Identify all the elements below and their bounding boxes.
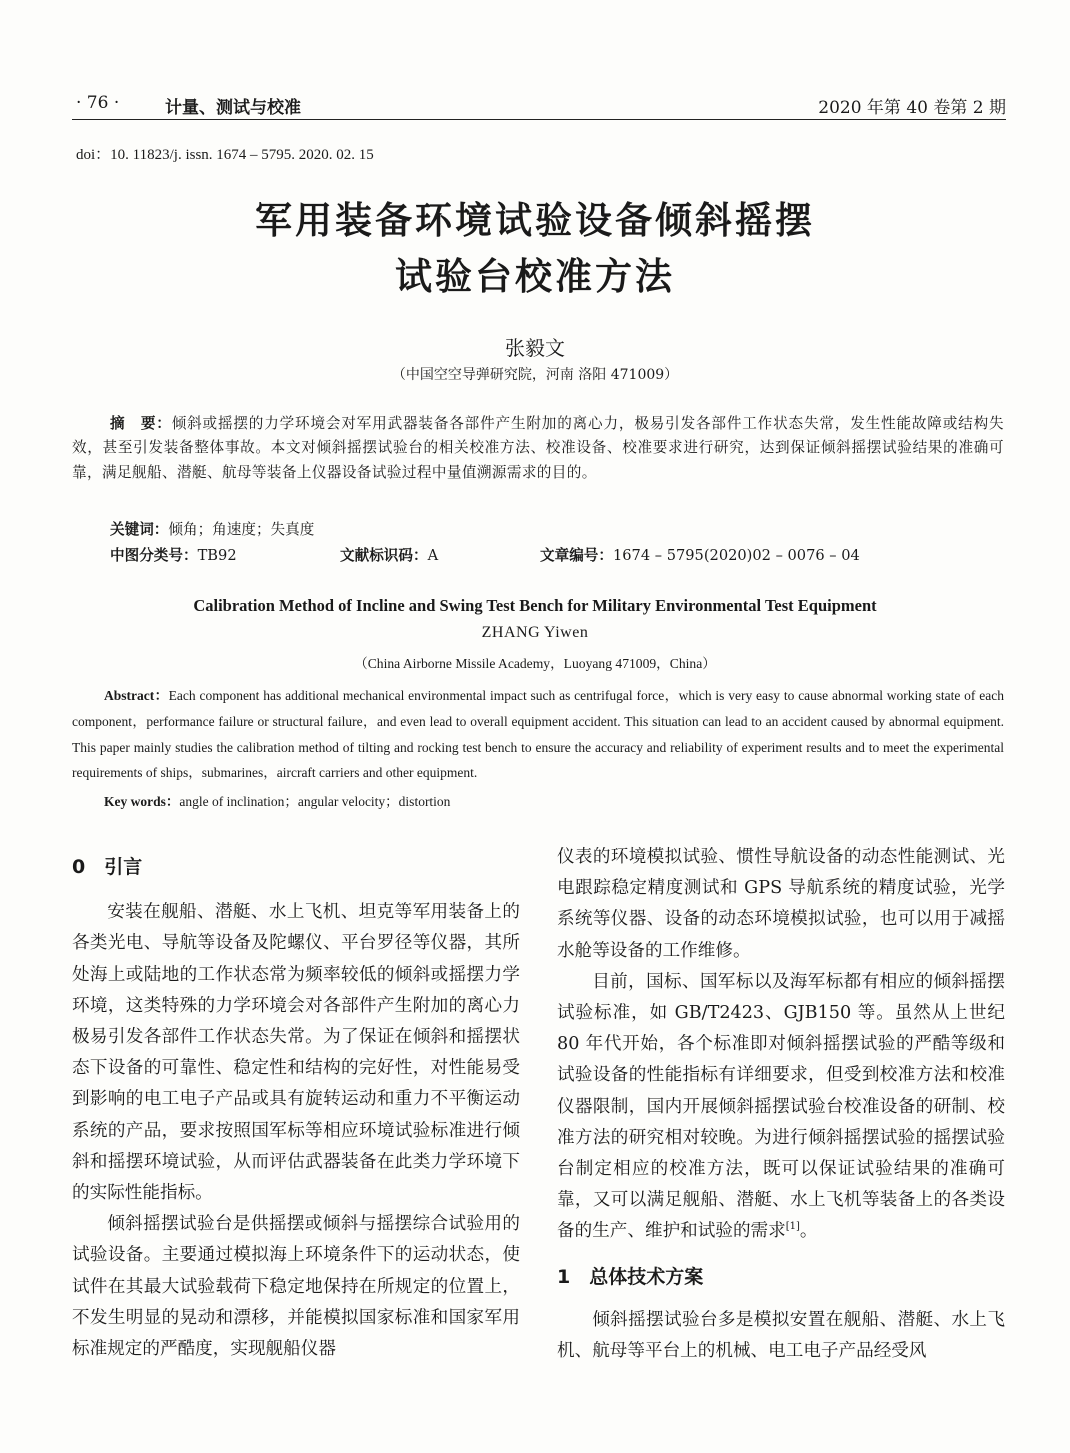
english-title: Calibration Method of Incline and Swing Test Bench for Military Environmental Test Equipment: [193, 596, 877, 615]
keywords-zh: [110, 518, 314, 539]
english-author: ZHANG Yiwen: [481, 624, 589, 641]
paragraph: 目前，国标、国军标以及海军标都有相应的倾斜摇摆试验标准，如 GB/T2423、GJB150 等。虽然从上世纪 80 年代开始，各个标准即对倾斜摇摆试验的严酷等级和试验设备的性能指标有详细要求，但受到校准方法和校准仪器限制，国内开展倾斜摇摆试验台校准设备的研制、校准方法的研究相对较晚。为进行倾斜摇摆试验的摇摆试验台制定相应的校准方法，既可以保证试验结果的准确可靠，又可以满足舰船、潜艇、水上飞机等装备上的各类设备的生产、维护和试验的需求[1]。: [557, 971, 1005, 1242]
author: 张毅文: [505, 336, 565, 360]
page-number: · 76 ·: [76, 93, 120, 113]
affiliation: （中国空空导弹研究院，河南 洛阳 471009）: [391, 367, 679, 383]
english-abstract: [72, 683, 1004, 786]
citation-ref: [1]: [785, 1221, 800, 1233]
title-line-1: 军用装备环境试验设备倾斜摇摆: [255, 199, 815, 242]
article-number: 文章编号：1674 – 5795(2020)02 – 0076 – 04: [540, 547, 860, 564]
body-left-column: [72, 852, 520, 1365]
english-keywords: [104, 790, 450, 810]
keywords-zh-text: 倾角；角速度；失真度: [168, 521, 315, 538]
english-abstract-text: Each component has additional mechanical environmental impact such as centrifugal force，which is very easy to cause abnormal working state of each component，performance failure or structural failure，and even lead to overall equipment accident. This situation can lead to an accident caused by abnormal equipment. This paper mainly studies the calibration method of tilting and rocking test bench to ensure the accuracy and reliability of experiment results and to meet the experimental requirements of ships，submarines，aircraft carriers and other equipment.: [72, 688, 1004, 781]
paragraph: 仪表的环境模拟试验、惯性导航设备的动态性能测试、光电跟踪稳定精度测试和 GPS 导航系统的精度试验，光学系统等仪器、设备的动态环境模拟试验，也可以用于减摇水舱等设备的工作维修。: [557, 847, 1005, 961]
paragraph: 倾斜摇摆试验台多是模拟安置在舰船、潜艇、水上飞机、航母等平台上的机械、电工电子产品经受风: [557, 1309, 1005, 1362]
paragraph: 倾斜摇摆试验台是供摇摆或倾斜与摇摆综合试验用的试验设备。主要通过模拟海上环境条件下的运动状态，使试件在其最大试验载荷下稳定地保持在所规定的位置上，不发生明显的晃动和漂移，并能模拟国家标准和国家军用标准规定的严酷度，实现舰船仪器: [72, 1214, 520, 1360]
keywords-zh-label: 关键词：: [110, 521, 169, 538]
english-affiliation: （China Airborne Missile Academy，Luoyang 471009，China）: [354, 656, 716, 671]
english-abstract-label: Abstract：: [104, 688, 169, 703]
english-keywords-label: Key words：: [104, 794, 180, 809]
abstract-zh-label: 摘 要：: [110, 415, 172, 432]
issue-info: 2020 年第 40 卷第 2 期: [818, 98, 1006, 118]
abstract-zh: [72, 412, 1004, 485]
section-0-heading: 0 引言: [72, 856, 143, 878]
section-1-heading: 1 总体技术方案: [557, 1265, 704, 1288]
abstract-zh-text: 倾斜或摇摆的力学环境会对军用武器装备各部件产生附加的离心力，极易引发各部件工作状态失常，发生性能故障或结构失效，甚至引发装备整体事故。本文对倾斜摇摆试验台的相关校准方法、校准设备、校准要求进行研究，达到保证倾斜摇摆试验结果的准确可靠，满足舰船、潜艇、航母等装备上仪器设备试验过程中量值溯源需求的目的。: [72, 415, 1004, 481]
doi: doi：10. 11823/j. issn. 1674 – 5795. 2020. 02. 15: [76, 147, 374, 163]
body-right-column: [557, 842, 1005, 1367]
paragraph: 安装在舰船、潜艇、水上飞机、坦克等军用装备上的各类光电、导航等设备及陀螺仪、平台罗径等仪器，其所处海上或陆地的工作状态常为频率较低的倾斜或摇摆力学环境，这类特殊的力学环境会对各部件产生附加的离心力极易引发各部件工作状态失常。为了保证在倾斜和摇摆状态下设备的可靠性、稳定性和结构的完好性，对性能易受到影响的电工电子产品或具有旋转运动和重力不平衡运动系统的产品，要求按照国军标等相应环境试验标准进行倾斜和摇摆环境试验，从而评估武器装备在此类力学环境下的实际性能指标。: [72, 902, 520, 1204]
header-rule: [72, 119, 1006, 120]
clc-number: 中图分类号：TB92: [110, 547, 237, 564]
document-code: 文献标识码：A: [340, 547, 439, 564]
english-keywords-text: angle of inclination；angular velocity；distortion: [179, 794, 451, 809]
title-line-2: 试验台校准方法: [395, 255, 675, 298]
journal-name: 计量、测试与校准: [165, 98, 301, 118]
